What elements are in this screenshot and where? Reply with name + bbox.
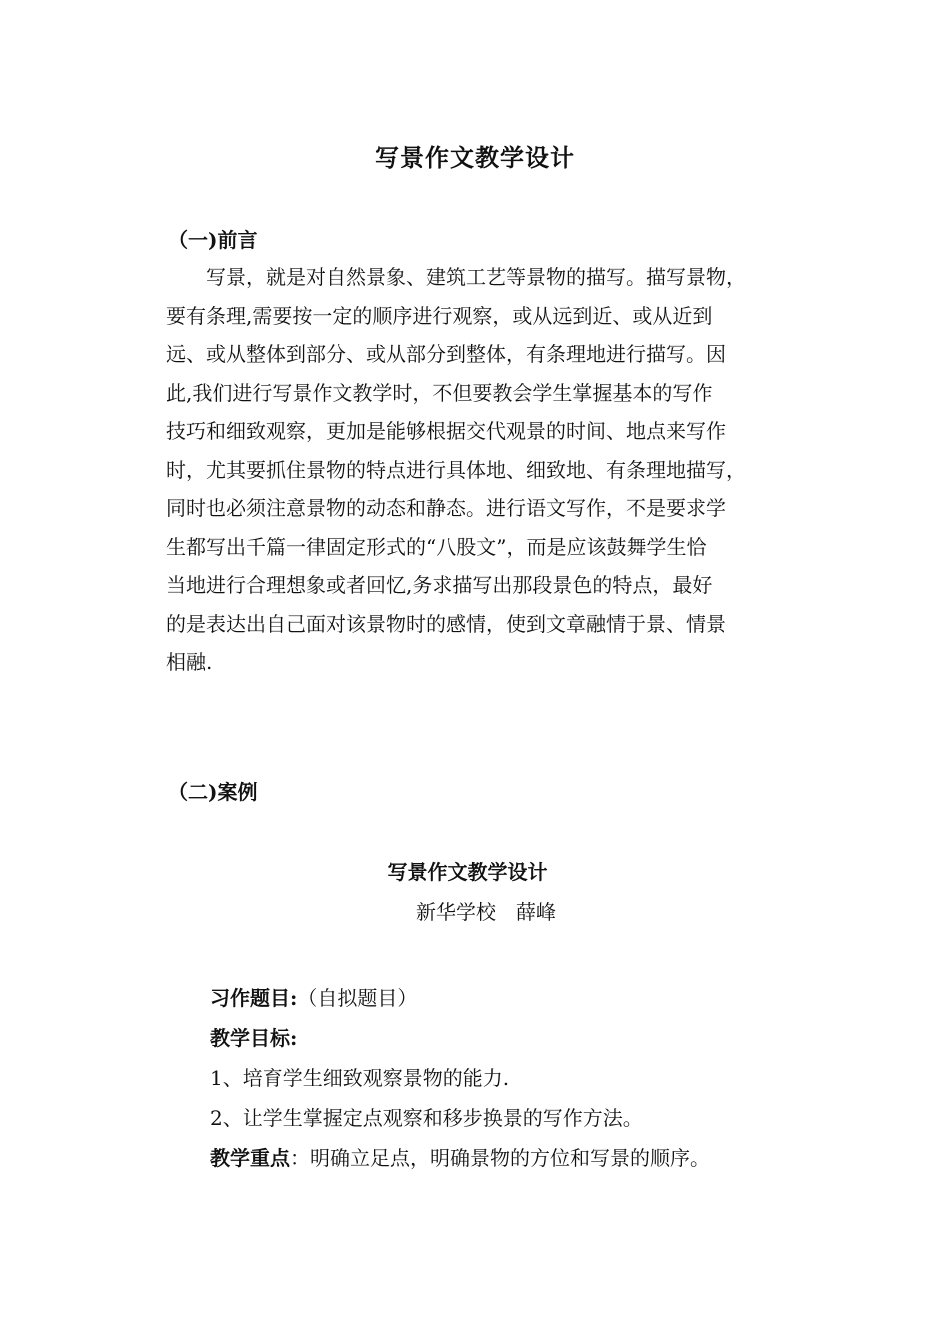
paragraph-line: 同时也必须注意景物的动态和静态。进行语文写作，不是要求学 [166,496,726,520]
paragraph-line: 技巧和细致观察，更加是能够根据交代观景的时间、地点来写作 [166,419,726,443]
focus-row [210,1142,850,1171]
goal-item: 1、培育学生细致观察景物的能力. [210,1066,510,1090]
case-title: 写景作文教学设计 [387,860,548,884]
topic-row [210,982,850,1011]
focus-value: ：明确立足点，明确景物的方位和写景的顺序。 [290,1146,710,1170]
focus-label: 教学重点 [210,1146,290,1170]
goal-item: 2、让学生掌握定点观察和移步换景的写作方法。 [210,1106,643,1130]
topic-label: 习作题目: [210,986,298,1010]
paragraph-line: 此,我们进行写景作文教学时，不但要教会学生掌握基本的写作 [166,380,713,405]
case-author: 新华学校 薛峰 [416,900,556,924]
paragraph-line: 相融. [166,650,213,674]
section-heading-case: （二)案例 [168,780,258,804]
topic-value: （自拟题目） [297,986,418,1010]
paragraph-line: 当地进行合理想象或者回忆,务求描写出那段景色的特点，最好 [166,573,713,597]
goals-label-row [210,1022,850,1051]
section-heading-preface: （一)前言 [168,228,258,252]
paragraph-line: 要有条理,需要按一定的顺序进行观察，或从远到近、或从近到 [166,303,713,328]
paragraph-line: 的是表达出自己面对该景物时的感情，使到文章融情于景、情景 [166,611,726,636]
paragraph-line: 写景，就是对自然景象、建筑工艺等景物的描写。描写景物， [166,265,746,289]
paragraph-line: 远、或从整体到部分、或从部分到整体，有条理地进行描写。因 [166,342,726,366]
paragraph-line: 时，尤其要抓住景物的特点进行具体地、细致地、有条理地描写， [166,457,746,482]
document-title: 写景作文教学设计 [375,143,575,172]
paragraph-line: 生都写出千篇一律固定形式的“八股文”，而是应该鼓舞学生恰 [166,534,707,559]
preface-paragraph [166,258,806,682]
goals-label: 教学目标: [210,1026,298,1050]
